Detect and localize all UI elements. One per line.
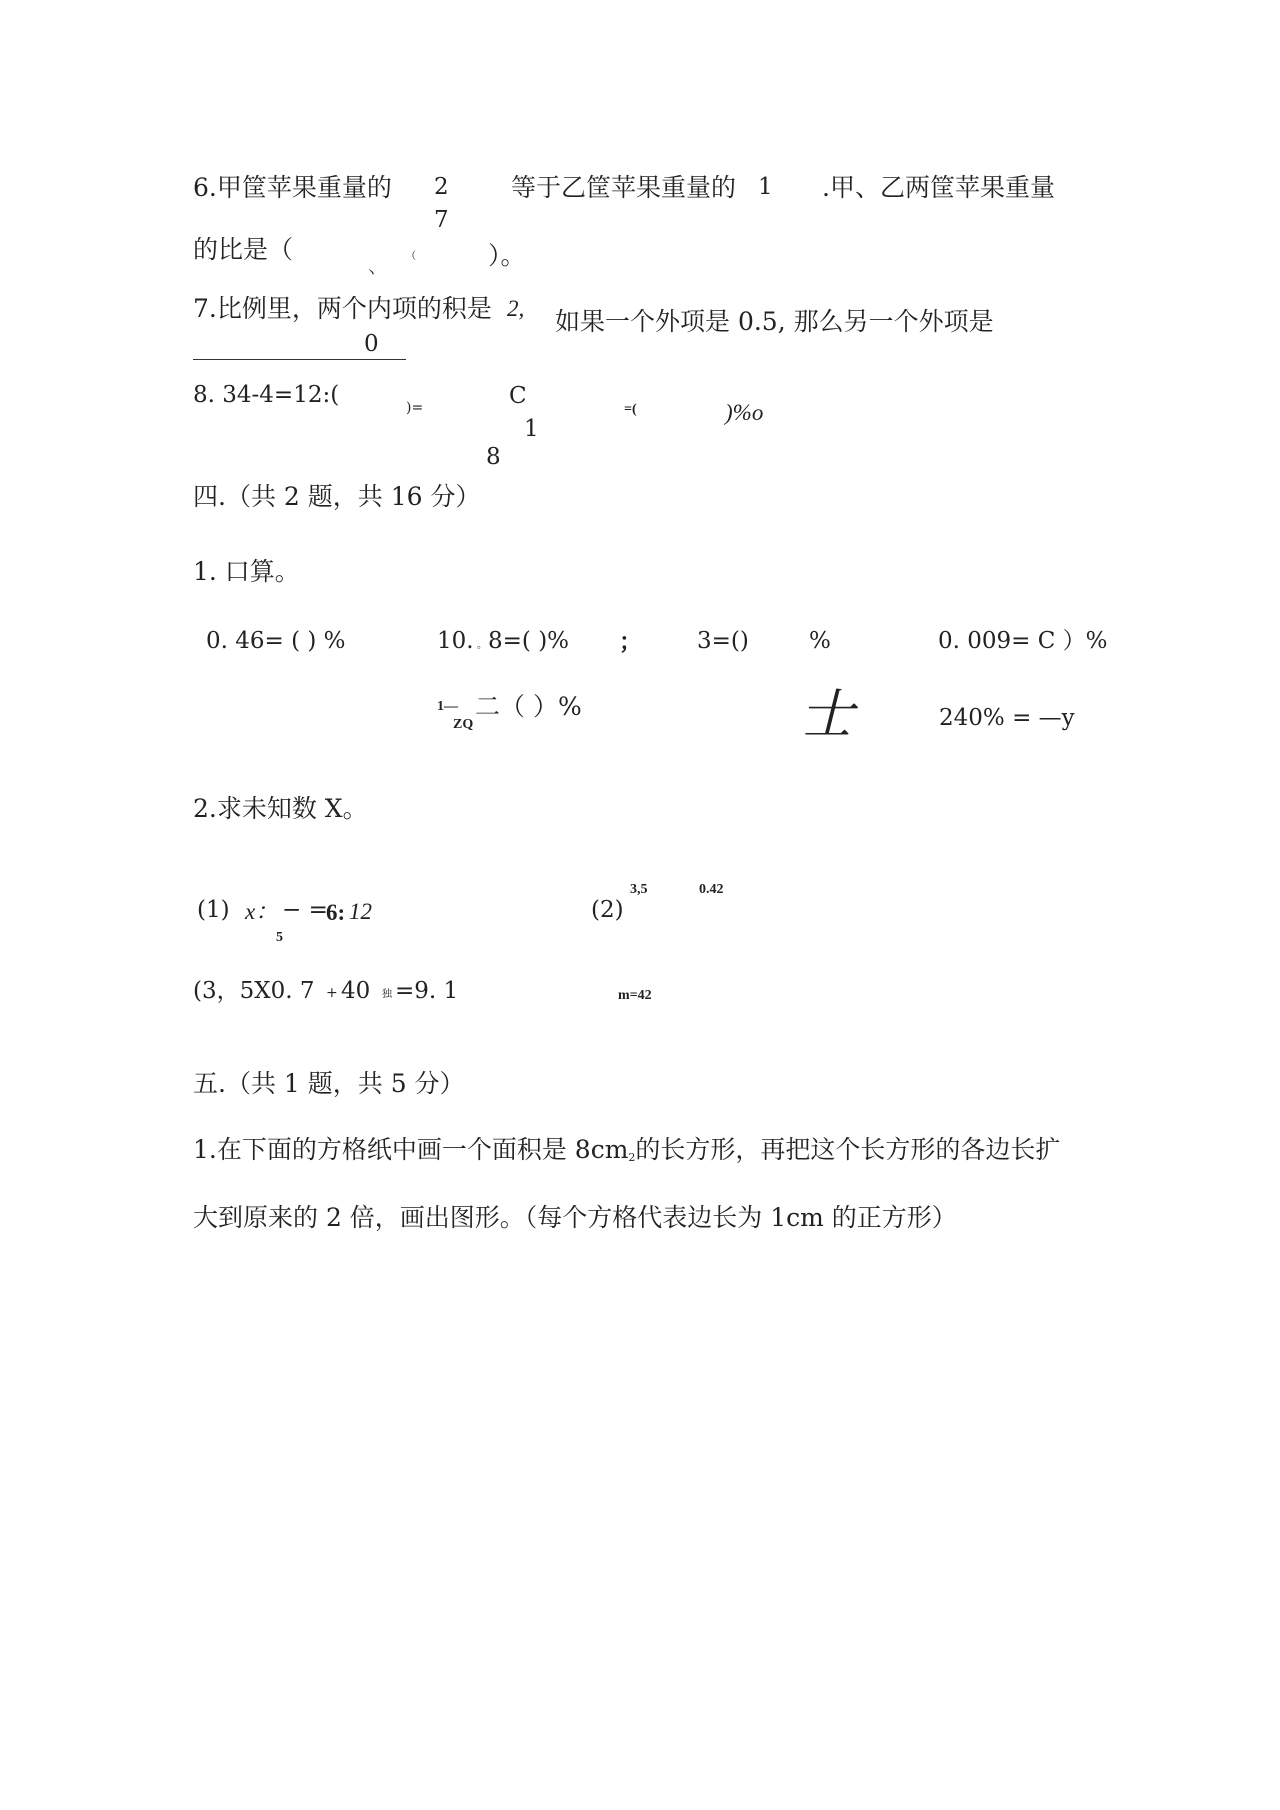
q8-frac-middle: 1 [524,416,539,442]
equation4: m=42 [618,988,652,1003]
mental-math-b-semicolon: ； [619,629,642,654]
q6-line2-close: ）。 [488,241,526,270]
equation1-bold: 6: [326,900,346,925]
q7-prefix: 7.比例里，两个内项的积是 [193,294,492,323]
q6-frac2-numerator: 1 [758,174,773,200]
equation3-suffix: =9. 1 [395,978,459,1004]
mental-math-b-dot: 。 [477,640,487,651]
equation3-middle: 40 [341,978,371,1004]
q6-line2-small-paren: （ [406,251,416,262]
q8-eq-open: =( [624,402,637,417]
q8-frac-denominator: 8 [486,444,501,470]
section5-q1-line1-subscript: 2 [628,1151,636,1164]
equation3-plus: + [326,985,338,1001]
q7-value-italic: 2, [507,296,525,321]
mental-math-d: 0. 009= C ）% [938,628,1108,654]
section5-q1-line1-b: 的长方形，再把这个长方形的各边长扩 [635,1135,1061,1164]
q8-percent: )%o [725,400,764,425]
q8-frac-numerator: C [509,383,527,409]
equation3-prefix: (3，5X0. 7 [193,978,315,1004]
mental-math-c-percent: % [809,628,831,654]
equation1-dash: − = [282,897,328,923]
mental-math-eq: 二（ ）% [475,692,582,721]
section4-q1-title: 1. 口算。 [193,557,300,586]
equation3-subscript: 独 [382,989,392,1000]
equation1-variable: x： [245,899,279,924]
q6-line2-mark: 丶 [364,266,378,282]
q6-line2-prefix: 的比是（ [193,235,294,264]
mental-math-b-prefix: 10. [437,628,474,654]
q8-close-eq: )= [406,400,424,416]
section5-q1-line1-a: 1.在下面的方格纸中画一个面积是 8cm [193,1135,629,1164]
equation1-label: (1) [197,897,230,923]
equation2-label: (2) [591,897,624,923]
q8-prefix: 8. 34-4=12:( [193,382,340,408]
q7-answer-blank [193,359,406,360]
mental-math-frac-bottom: ZQ [453,717,474,732]
mental-math-frac-top: 1— [437,699,458,714]
section5-q1-line2: 大到原来的 2 倍，画出图形。（每个方格代表边长为 1cm 的正方形） [193,1203,957,1232]
equation1-italic: 12 [349,899,372,924]
mental-math-c: 3=() [697,628,749,654]
q6-middle: 等于乙筐苹果重量的 [511,173,737,202]
section5-heading: 五.（共 1 题，共 5 分） [193,1069,465,1098]
q6-frac1-numerator: 2 [434,174,449,200]
section4-q2-title: 2.求未知数 X。 [193,794,368,823]
section5-q1-line1 [193,1137,1060,1163]
q6-frac1-denominator: 7 [434,207,449,233]
equation2-part-b: 0.42 [699,882,724,897]
q6-prefix: 6.甲筐苹果重量的 [193,173,392,202]
section4-heading: 四.（共 2 题，共 16 分） [193,482,481,511]
mental-math-a: 0. 46= ( ) % [206,628,346,654]
mental-math-glyph: 士 [800,683,854,746]
q7-rest: 如果一个外项是 0.5, 那么另一个外项是 [555,307,994,336]
mental-math-last: 240% = —y [939,705,1075,731]
equation1-denominator: 5 [276,930,283,945]
q6-suffix: .甲、乙两筐苹果重量 [822,173,1055,202]
q7-value-zero: 0 [364,331,379,357]
equation2-part-a: 3,5 [630,882,648,897]
mental-math-b-suffix: 8=( )% [488,628,570,654]
q8-frac-denominator-clip [480,442,540,470]
